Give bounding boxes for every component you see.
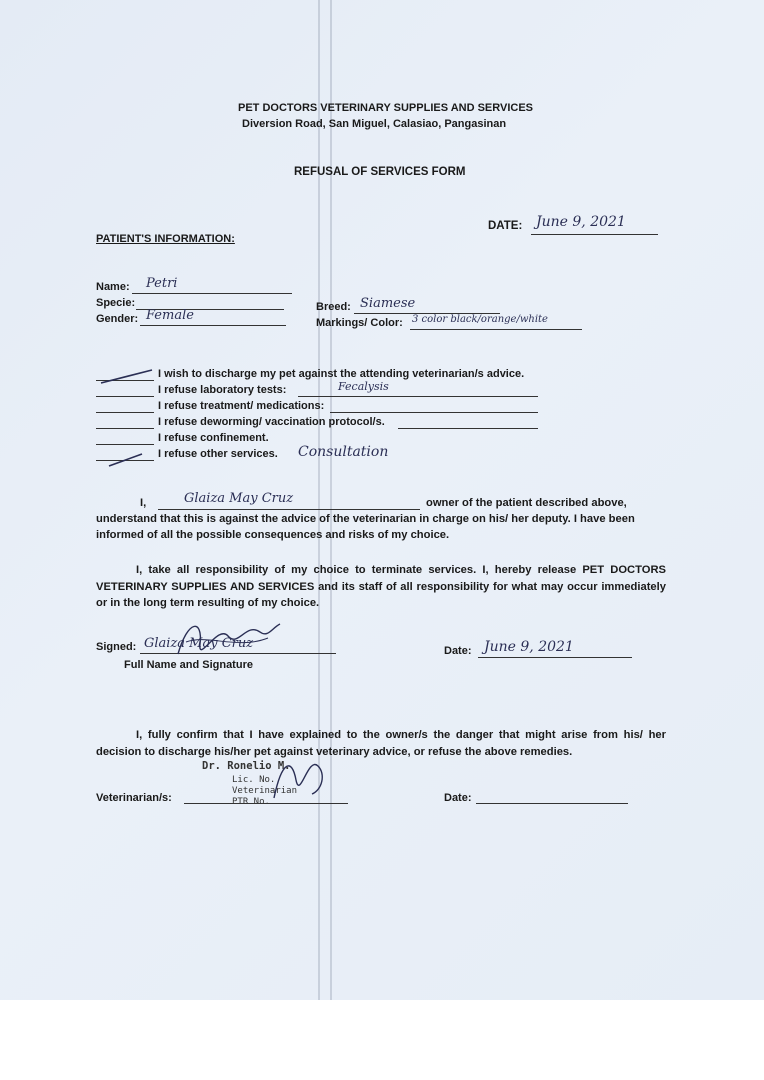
owner-date-label: Date: [444, 645, 472, 657]
refusal-blank[interactable] [96, 412, 154, 413]
signed-label: Signed: [96, 641, 137, 653]
gender-label: Gender: [96, 313, 139, 325]
signature-caption: Full Name and Signature [124, 659, 253, 671]
vet-stamp-name: Dr. Ronelio M. [202, 760, 291, 772]
vet-date-label: Date: [444, 792, 472, 804]
name-value: Petri [146, 276, 178, 291]
company-name: PET DOCTORS VETERINARY SUPPLIES AND SERVICES [238, 102, 534, 114]
refusal-fill-line [330, 412, 538, 413]
veterinarian-label: Veterinarian/s: [96, 792, 172, 804]
gender-line [140, 325, 286, 326]
markings-value: 3 color black/orange/white [412, 314, 548, 325]
date-value: June 9, 2021 [536, 214, 626, 230]
statement-line2: understand that this is against the advice of the veterinarian in charge on his/ her deputy. I have been [96, 513, 635, 525]
owner-name-line [158, 509, 420, 510]
refusal-item: I refuse deworming/ vaccination protocol/s. [158, 416, 385, 428]
vet-stamp-line: Veterinarian [232, 786, 298, 796]
name-label: Name: [96, 281, 130, 293]
statement-line1-suffix: owner of the patient described above, [426, 497, 627, 509]
date-line [531, 234, 658, 235]
specie-label: Specie: [96, 297, 136, 309]
fold-line [330, 0, 332, 1000]
name-line [132, 293, 292, 294]
confirm-paragraph: I, fully confirm that I have explained to the owner/s the danger that might arise from his/ her decision to discharge his/her pet against veterinary advice, or refuse the above remedies. [96, 729, 666, 758]
date-label: DATE: [488, 220, 523, 232]
refusal-item: I refuse laboratory tests: [158, 384, 287, 396]
breed-value: Siamese [360, 296, 416, 311]
statement-prefix: I, [140, 497, 147, 509]
refusal-item: I refuse treatment/ medications: [158, 400, 325, 412]
vet-stamp-line: PTR No. [232, 797, 270, 807]
refusal-fill-line [298, 396, 538, 397]
owner-date-value: June 9, 2021 [484, 639, 574, 655]
refusal-blank[interactable] [96, 428, 154, 429]
owner-name: Glaiza May Cruz [184, 491, 294, 506]
breed-label: Breed: [316, 301, 351, 313]
refusal-item: I refuse confinement. [158, 432, 269, 444]
markings-label: Markings/ Color: [316, 317, 403, 329]
vet-signature-scribble-icon [268, 750, 332, 810]
veterinarian-line[interactable] [184, 803, 348, 804]
markings-line [410, 329, 582, 330]
statement-line3: informed of all the possible consequences and risks of my choice. [96, 529, 450, 541]
fold-line [318, 0, 320, 1000]
check-mark-icon [106, 450, 146, 470]
refusal-item: I wish to discharge my pet against the attending veterinarian/s advice. [158, 368, 525, 380]
refusal-fill: Fecalysis [338, 380, 389, 393]
vet-date-line[interactable] [476, 803, 628, 804]
form-title: REFUSAL OF SERVICES FORM [294, 166, 466, 178]
owner-date-line[interactable] [478, 657, 632, 658]
refusal-item: I refuse other services. [158, 448, 278, 460]
refusal-fill-line [398, 428, 538, 429]
release-paragraph: I, take all responsibility of my choice to terminate services. I, hereby release PET DOCTORS VETERINARY SUPPLIES AND SERVICES and its staff of all responsibility for what may occur immediately or in the long term resulting of my choice. [96, 564, 666, 609]
check-mark-icon [98, 366, 156, 386]
refusal-blank[interactable] [96, 396, 154, 397]
patient-section-title: PATIENT'S INFORMATION: [96, 233, 235, 245]
refusal-blank[interactable] [96, 444, 154, 445]
vet-stamp-line: Lic. No. [232, 775, 276, 785]
company-address: Diversion Road, San Miguel, Calasiao, Pangasinan [242, 118, 507, 130]
refusal-fill: Consultation [298, 444, 389, 460]
gender-value: Female [146, 308, 194, 323]
signature-value: Glaiza May Cruz [144, 636, 254, 651]
